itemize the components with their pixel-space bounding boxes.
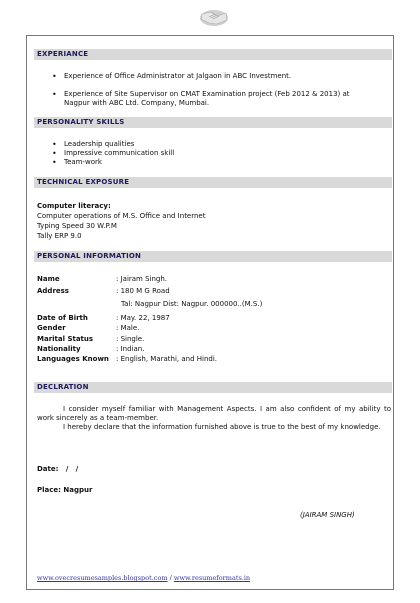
info-value: : Jairam Singh.: [116, 275, 168, 283]
skills-list: [50, 140, 350, 167]
place-line: Place: Nagpur: [37, 486, 93, 494]
info-value: Tal: Nagpur Dist: Nagpur. 000000..(M.S.): [121, 300, 263, 308]
list-item: [50, 140, 350, 149]
info-value: : Single.: [116, 335, 145, 343]
list-item-text: Impressive communication skill: [64, 149, 175, 157]
info-label: Languages Known: [37, 355, 109, 363]
section-title: PERSONAL INFORMATION: [37, 252, 142, 260]
list-item-text: Team-work: [64, 158, 102, 166]
footer-link[interactable]: www.resumeformats.in: [173, 574, 251, 582]
list-item-text: Experience of Office Administrator at Jalgaon in ABC Investment.: [64, 72, 292, 80]
section-header-technical: [34, 177, 392, 188]
info-label: Nationality: [37, 345, 81, 353]
declaration-paragraph: I consider myself familiar with Management Aspects. I am also confident of my ability to work sincerely as a team-member.: [37, 405, 391, 422]
info-value: : May. 22, 1987: [116, 314, 170, 322]
list-item: [50, 72, 380, 81]
date-line: Date: / /: [37, 465, 79, 473]
list-item: [50, 158, 350, 167]
info-label: Marital Status: [37, 335, 94, 343]
info-value: : Male.: [116, 324, 140, 332]
info-label: Address: [37, 287, 69, 295]
info-value: : Indian.: [116, 345, 145, 353]
section-title: TECHNICAL EXPOSURE: [37, 178, 130, 186]
technical-line: Typing Speed 30 W.P.M: [37, 222, 117, 230]
section-header-declaration: [34, 382, 392, 393]
footer-separator: /: [169, 574, 172, 582]
signature-name: (JAIRAM SINGH): [300, 511, 355, 519]
section-header-personal: [34, 251, 392, 262]
list-item-text: Experience of Site Supervisor on CMAT Examination project (Feb 2012 & 2013) at: [64, 90, 350, 98]
section-header-personality: [34, 117, 392, 128]
section-title: EXPERIANCE: [37, 50, 89, 58]
info-value: : 180 M G Road: [116, 287, 170, 295]
technical-line: Tally ERP 9.0: [37, 232, 82, 240]
list-item-text: Leadership qualities: [64, 140, 135, 148]
list-item: [50, 90, 380, 108]
section-header-experience: [34, 49, 392, 60]
list-item-text: Nagpur with ABC Ltd. Company, Mumbai.: [64, 99, 210, 107]
list-item: [50, 149, 350, 158]
footer-links: [37, 574, 250, 582]
technical-heading: Computer literacy:: [37, 202, 111, 210]
section-title: DECLRATION: [37, 383, 89, 391]
technical-line: Computer operations of M.S. Office and Internet: [37, 212, 206, 220]
info-label: Gender: [37, 324, 66, 332]
footer-link[interactable]: www.ovecresumesamples.blogspot.com: [37, 574, 168, 582]
info-label: Name: [37, 275, 60, 283]
experience-list: [50, 72, 380, 108]
info-value: : English, Marathi, and Hindi.: [116, 355, 218, 363]
section-title: PERSONALITY SKILLS: [37, 118, 125, 126]
info-label: Date of Birth: [37, 314, 88, 322]
declaration-paragraph: I hereby declare that the information furnished above is true to the best of my knowledge.: [63, 423, 381, 431]
handshake-logo-icon: [197, 4, 231, 30]
